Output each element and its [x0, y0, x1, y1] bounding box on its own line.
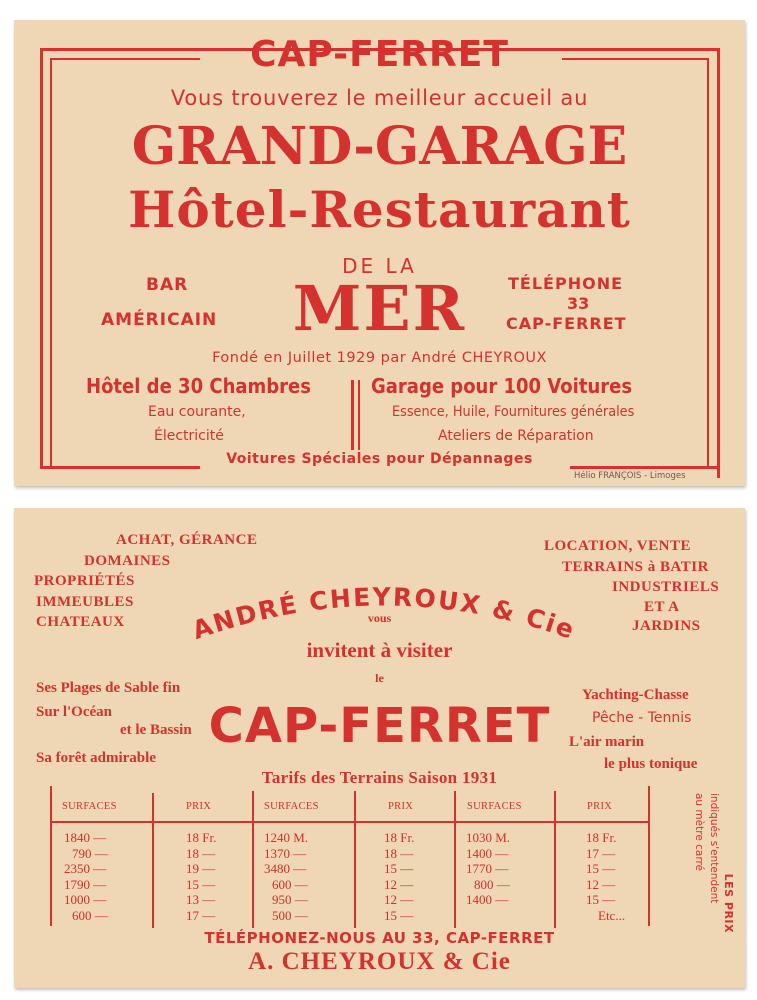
- special-vehicles: Voitures Spéciales pour Dépannages: [226, 451, 533, 467]
- table-cell: 18 —: [186, 845, 216, 861]
- americain-label: AMÉRICAIN: [101, 310, 218, 330]
- table-cell: 1000 —: [64, 892, 107, 908]
- table-cell: 17 —: [586, 845, 616, 861]
- back-cap-ferret: CAP-FERRET: [208, 698, 551, 754]
- center-divider-b: [358, 380, 360, 450]
- table-cell: 12 —: [586, 876, 616, 892]
- table-cell: 18 Fr.: [384, 830, 415, 845]
- price-note: [656, 793, 736, 933]
- table-header: SURFACES: [62, 801, 117, 812]
- table-header: PRIX: [186, 801, 212, 812]
- table-cell: 2350 —: [64, 861, 107, 877]
- table-cell: 1400 —: [466, 892, 509, 908]
- phone-label: TÉLÉPHONE: [508, 274, 624, 293]
- back-card: [14, 508, 745, 988]
- garage-item-supplies: Essence, Huile, Fournitures générales: [392, 404, 635, 420]
- garage-capacity-heading: Garage pour 100 Voitures: [371, 374, 633, 398]
- table-rule: [354, 791, 356, 928]
- hotel-item-water: Eau courante,: [148, 404, 246, 420]
- table-column-surfaces-1: [64, 830, 108, 924]
- garage-item-workshop: Ateliers de Réparation: [438, 428, 594, 444]
- center-divider-a: [351, 380, 354, 450]
- left-mid-item: et le Bassin: [120, 722, 192, 738]
- de-la-label: DE LA: [342, 254, 417, 278]
- table-cell: 13 —: [186, 892, 216, 908]
- table-cell: 600 —: [272, 876, 308, 892]
- tarif-table: [14, 508, 745, 988]
- table-cell: 15 —: [586, 892, 616, 908]
- front-title: CAP-FERRET: [250, 34, 509, 75]
- hotel-rooms-heading: Hôtel de 30 Chambres: [86, 374, 311, 398]
- table-header: SURFACES: [264, 801, 319, 812]
- le-label: le: [375, 671, 384, 685]
- table-cell: 17 —: [186, 907, 216, 923]
- table-header: PRIX: [587, 801, 613, 812]
- left-top-item: DOMAINES: [84, 553, 171, 569]
- table-column-surfaces-2: [264, 830, 308, 924]
- table-cell: 19 —: [186, 861, 216, 877]
- left-mid-item: Sa forêt admirable: [36, 750, 156, 766]
- right-top-item: INDUSTRIELS: [612, 579, 720, 595]
- table-cell: 15 —: [586, 861, 616, 877]
- table-cell: 790 —: [72, 845, 108, 861]
- left-mid-item: Ses Plages de Sable fin: [36, 680, 181, 696]
- vous-label: vous: [367, 611, 392, 625]
- table-cell: 600 —: [72, 907, 108, 923]
- front-tagline: Vous trouverez le meilleur accueil au: [170, 86, 589, 110]
- right-mid-item: le plus tonique: [604, 756, 698, 772]
- table-cell: 12 —: [384, 876, 414, 892]
- table-column-surfaces-3: [466, 830, 510, 908]
- table-cell: 1400 —: [466, 845, 509, 861]
- table-rule: [554, 791, 556, 928]
- right-top-item: ET A: [644, 599, 680, 615]
- hotel-title: Hôtel-Restaurant: [128, 180, 631, 239]
- table-cell: 15 —: [384, 861, 414, 877]
- tarifs-heading: Tarifs des Terrains Saison 1931: [261, 768, 498, 787]
- printer-credit: Hélio FRANÇOIS - Limoges: [574, 471, 686, 481]
- price-note-text: [691, 793, 736, 933]
- table-rule: [648, 786, 650, 926]
- company-arc-text: ANDRÉ CHEYROUX & Cie: [188, 582, 580, 646]
- phone-footer: TÉLÉPHONEZ-NOUS AU 33, CAP-FERRET: [204, 929, 555, 947]
- table-rule: [50, 786, 52, 926]
- table-cell: 1240 M.: [264, 830, 309, 845]
- table-rule: [152, 793, 154, 928]
- left-top-item: ACHAT, GÉRANCE: [116, 532, 258, 548]
- table-cell: 18 Fr.: [186, 830, 217, 845]
- table-rule: [454, 791, 456, 928]
- table-cell: 18 Fr.: [586, 830, 617, 845]
- right-top-item: JARDINS: [632, 618, 701, 634]
- price-note-line: LES PRIX: [722, 873, 735, 933]
- table-cell: 18 —: [384, 845, 414, 861]
- left-top-item: CHATEAUX: [36, 614, 125, 630]
- table-cell: 15 —: [384, 907, 414, 923]
- right-mid-item: Yachting-Chasse: [582, 687, 689, 703]
- table-column-prices-2: [384, 830, 414, 924]
- left-top-item: PROPRIÉTÉS: [34, 573, 135, 589]
- table-rule: [252, 791, 254, 928]
- table-cell: 800 —: [474, 876, 510, 892]
- table-cell: 1840 —: [64, 830, 107, 845]
- founded-line: Fondé en Juillet 1929 par André CHEYROUX: [212, 350, 547, 366]
- hotel-item-electricity: Électricité: [154, 428, 224, 444]
- left-top-item: IMMEUBLES: [36, 594, 134, 610]
- table-cell: 1370 —: [264, 845, 307, 861]
- table-header: PRIX: [388, 801, 414, 812]
- left-mid-item: Sur l'Océan: [36, 704, 112, 720]
- table-header: SURFACES: [467, 801, 522, 812]
- table-cell: 950 —: [272, 892, 308, 908]
- table-column-prices-3: [586, 830, 625, 924]
- phone-city: CAP-FERRET: [506, 314, 627, 333]
- mer-title: MER: [292, 272, 467, 345]
- right-mid-item: L'air marin: [569, 734, 645, 750]
- table-column-prices-1: [186, 830, 216, 924]
- right-top-item: LOCATION, VENTE: [544, 538, 691, 554]
- bar-label: BAR: [146, 275, 189, 295]
- table-cell: 12 —: [384, 892, 414, 908]
- table-cell: 1770 —: [466, 861, 509, 877]
- price-note-line: au mètre carré: [693, 793, 705, 872]
- right-mid-item: Pêche - Tennis: [592, 710, 692, 726]
- right-top-item: TERRAINS à BATIR: [562, 559, 709, 575]
- table-header-rule: [50, 821, 648, 823]
- front-card: [14, 20, 745, 486]
- table-cell: Etc...: [598, 907, 626, 923]
- signature-line: A. CHEYROUX & Cie: [248, 948, 511, 975]
- price-note-line: indiqués s'entendent: [708, 793, 720, 904]
- table-cell: 500 —: [272, 907, 308, 923]
- invitent-label: invitent à visiter: [306, 638, 453, 662]
- table-cell: 3480 —: [264, 861, 307, 877]
- garage-title: GRAND-GARAGE: [131, 116, 628, 177]
- table-cell: 1790 —: [64, 876, 107, 892]
- table-cell: 15 —: [186, 876, 216, 892]
- phone-number: 33: [567, 294, 590, 313]
- table-cell: 1030 M.: [466, 830, 511, 845]
